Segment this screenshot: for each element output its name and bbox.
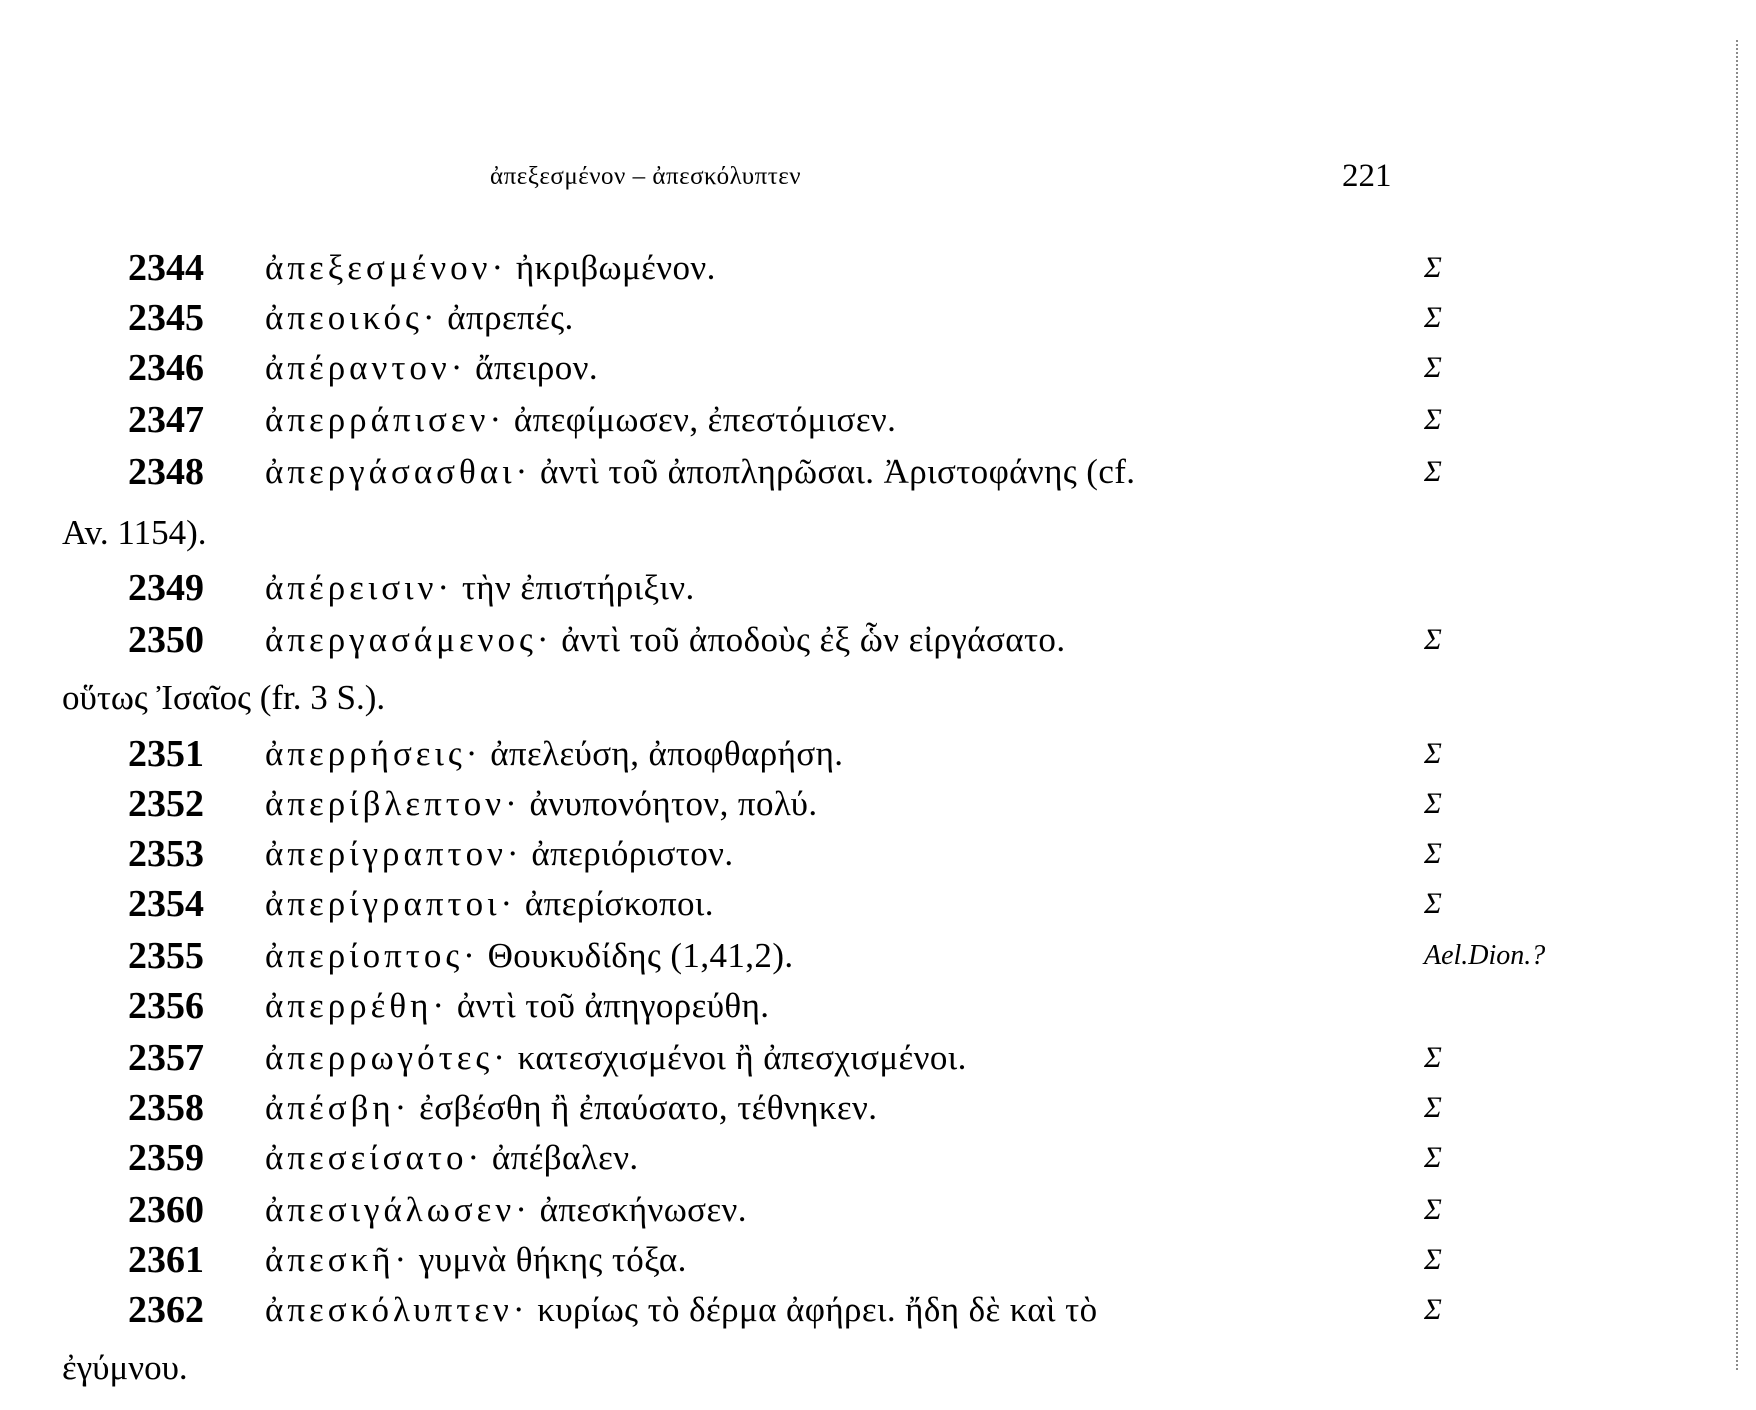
entry-2357 (0, 1032, 1756, 1084)
entry-2361 (0, 1234, 1756, 1286)
gloss: ἀπρεπές. (447, 298, 574, 337)
entry-number: 2349 (128, 567, 204, 609)
lemma: ἀπερρέθη· (265, 986, 449, 1025)
entry-number: 2357 (128, 1037, 204, 1079)
entry-number: 2348 (128, 451, 204, 493)
entry-2346 (0, 342, 1756, 394)
lemma: ἀπέσβη· (265, 1088, 411, 1127)
entry-2350 (0, 614, 1756, 666)
gloss: ἀντὶ τοῦ ἀποδοὺς ἐξ ὧν εἰργάσατο. (561, 620, 1066, 659)
entry-number: 2362 (128, 1289, 204, 1331)
entry-number: 2352 (128, 783, 204, 825)
entry-2360 (0, 1184, 1756, 1236)
entry-2349 (0, 562, 1756, 614)
lemma: ἀπέρεισιν· (265, 568, 454, 607)
gloss: κατεσχισμένοι ἢ ἀπεσχισμένοι. (517, 1038, 967, 1077)
entry-2353 (0, 828, 1756, 880)
entry-2359 (0, 1132, 1756, 1184)
gloss: ἀντὶ τοῦ ἀποπληρῶσαι. Ἀριστοφάνης (cf. (539, 452, 1136, 491)
lemma: ἀπεοικός· (265, 298, 439, 337)
entry-number: 2358 (128, 1087, 204, 1129)
entry-number: 2361 (128, 1239, 204, 1281)
gloss: ἀπεσκήνωσεν. (539, 1190, 747, 1229)
lemma: ἀπερράπισεν· (265, 400, 506, 439)
entry-2348 (0, 446, 1756, 498)
gloss: τὴν ἐπιστήριξιν. (461, 568, 695, 607)
lemma: ἀπερρήσεις· (265, 734, 482, 773)
source-siglum: Σ (1424, 737, 1442, 770)
source-siglum: Σ (1424, 1141, 1442, 1174)
source-siglum: Σ (1424, 1243, 1442, 1276)
source-siglum: Σ (1424, 1091, 1442, 1124)
lemma: ἀπεξεσμένον· (265, 248, 508, 287)
entry-number: 2360 (128, 1189, 204, 1231)
lemma: ἀπέραντον· (265, 348, 467, 387)
source-siglum: Σ (1424, 1193, 1442, 1226)
source-siglum: Σ (1424, 887, 1442, 920)
entry-continuation: Av. 1154). (62, 513, 207, 552)
lemma: ἀπερρωγότες· (265, 1038, 509, 1077)
entry-number: 2353 (128, 833, 204, 875)
running-head: ἀπεξεσμένον – ἀπεσκόλυπτεν (490, 163, 802, 190)
entry-number: 2344 (128, 247, 204, 289)
source-siglum: Ael.Dion.? (1424, 940, 1546, 971)
lemma: ἀπερίγραπτον· (265, 834, 523, 873)
source-siglum: Σ (1424, 1041, 1442, 1074)
gloss: γυμνὰ θήκης τόξα. (418, 1240, 687, 1279)
entry-number: 2356 (128, 985, 204, 1027)
entry-number: 2355 (128, 935, 204, 977)
gloss: ἀπεφίμωσεν, ἐπεστόμισεν. (513, 400, 897, 439)
source-siglum: Σ (1424, 301, 1442, 334)
source-siglum: Σ (1424, 403, 1442, 436)
entry-number: 2354 (128, 883, 204, 925)
lemma: ἀπεσείσατο· (265, 1138, 484, 1177)
entry-2347 (0, 394, 1756, 446)
entry-2352 (0, 778, 1756, 830)
lemma: ἀπερίοπτος· (265, 936, 479, 975)
entry-number: 2350 (128, 619, 204, 661)
gloss: ἠκριβωμένον. (515, 248, 716, 287)
entry-number: 2347 (128, 399, 204, 441)
entry-continuation: οὕτως Ἰσαῖος (fr. 3 S.). (62, 678, 386, 717)
entry-2354 (0, 878, 1756, 930)
gloss: ἀντὶ τοῦ ἀπηγορεύθη. (456, 986, 770, 1025)
source-siglum: Σ (1424, 837, 1442, 870)
lemma: ἀπεσκόλυπτεν· (265, 1290, 529, 1329)
entry-2358 (0, 1082, 1756, 1134)
entry-number: 2346 (128, 347, 204, 389)
gloss: κυρίως τὸ δέρμα ἀφήρει. ἤδη δὲ καὶ τὸ (537, 1290, 1098, 1329)
source-siglum: Σ (1424, 455, 1442, 488)
entry-2362 (0, 1284, 1756, 1336)
lemma: ἀπεργασάμενος· (265, 620, 553, 659)
entry-2355 (0, 930, 1756, 982)
lemma: ἀπερίβλεπτον· (265, 784, 521, 823)
lemma: ἀπεσιγάλωσεν· (265, 1190, 531, 1229)
entry-number: 2359 (128, 1137, 204, 1179)
gloss: ἐσβέσθη ἢ ἐπαύσατο, τέθνηκεν. (419, 1088, 878, 1127)
lemma: ἀπεργάσασθαι· (265, 452, 532, 491)
gloss: ἀνυπονόητον, πολύ. (529, 784, 818, 823)
entry-2351 (0, 728, 1756, 780)
entry-continuation: ἐγύμνου. (62, 1348, 188, 1387)
lemma: ἀπερίγραπτοι· (265, 884, 517, 923)
gloss: ἀπερίσκοποι. (524, 884, 714, 923)
lemma: ἀπεσκῆ· (265, 1240, 411, 1279)
gloss: ἀπέβαλεν. (491, 1138, 639, 1177)
source-siglum: Σ (1424, 1293, 1442, 1326)
source-siglum: Σ (1424, 787, 1442, 820)
entry-2344 (0, 242, 1756, 294)
source-siglum: Σ (1424, 251, 1442, 284)
gloss: ἀπεριόριστον. (531, 834, 734, 873)
entry-number: 2351 (128, 733, 204, 775)
gloss: Θουκυδίδης (1,41,2). (487, 936, 794, 975)
entry-number: 2345 (128, 297, 204, 339)
gloss: ἀπελεύση, ἀποφθαρήση. (490, 734, 844, 773)
page-number: 221 (1342, 158, 1392, 194)
gloss: ἄπειρον. (475, 348, 599, 387)
source-siglum: Σ (1424, 351, 1442, 384)
source-siglum: Σ (1424, 623, 1442, 656)
entry-2356 (0, 980, 1756, 1032)
entry-2345 (0, 292, 1756, 344)
